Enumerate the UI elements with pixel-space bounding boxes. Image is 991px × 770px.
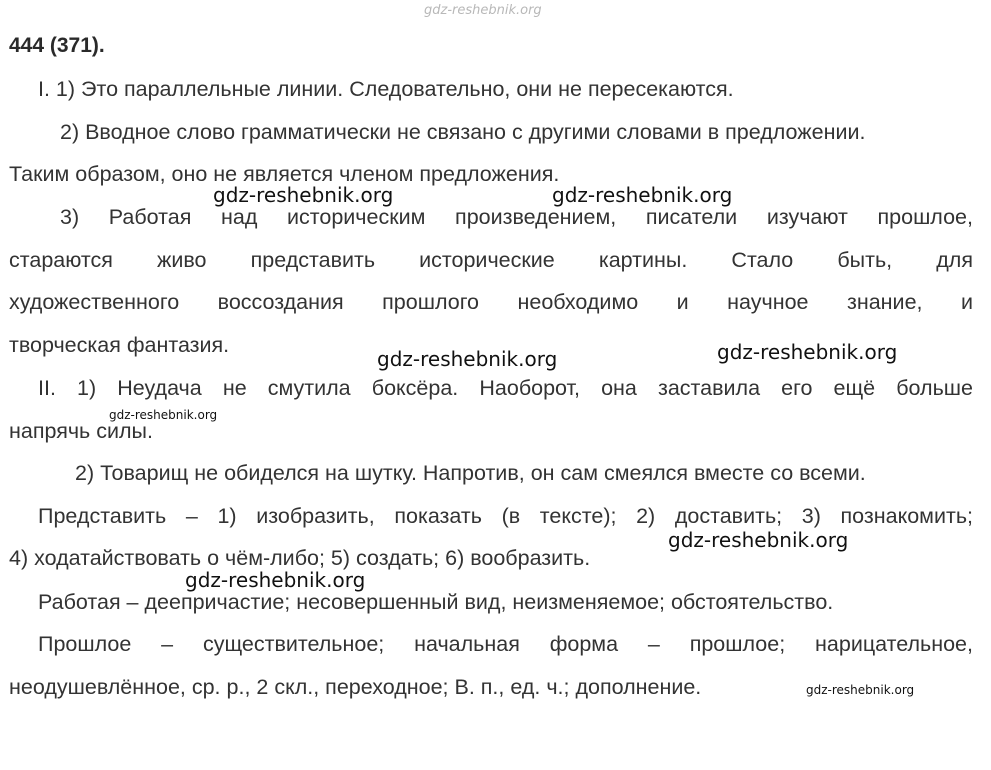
text-line-2: 2) Вводное слово грамматически не связано с другими словами в предложении.: [60, 120, 866, 144]
text-line-14: Прошлое – существительное; начальная форма – прошлое; нарицательное,: [38, 632, 973, 656]
text-line-1: I. 1) Это параллельные линии. Следовательно, они не пересекаются.: [38, 77, 734, 101]
watermark: gdz-reshebnik.org: [185, 568, 366, 592]
text-line-7: творческая фантазия.: [9, 333, 230, 357]
watermark: gdz-reshebnik.org: [213, 183, 394, 207]
watermark: gdz-reshebnik.org: [552, 183, 733, 207]
text-line-6: художественного воссоздания прошлого необходимо и научное знание, и: [9, 290, 973, 314]
watermark: gdz-reshebnik.org: [668, 528, 849, 552]
exercise-number: 444 (371).: [9, 34, 105, 57]
watermark: gdz-reshebnik.org: [109, 408, 218, 422]
text-line-11: Представить – 1) изобразить, показать (в тексте); 2) доставить; 3) познакомить;: [38, 504, 973, 528]
watermark: gdz-reshebnik.org: [717, 340, 898, 364]
text-line-8: II. 1) Неудача не смутила боксёра. Наоборот, она заставила его ещё больше: [38, 376, 973, 400]
text-line-15: неодушевлённое, ср. р., 2 скл., переходное; В. п., ед. ч.; дополнение.: [9, 675, 702, 699]
text-line-4: 3) Работая над историческим произведением, писатели изучают прошлое,: [60, 205, 973, 229]
text-line-3: Таким образом, оно не является членом предложения.: [9, 162, 560, 186]
text-line-10: 2) Товарищ не обиделся на шутку. Напротив, он сам смеялся вместе со всеми.: [75, 461, 866, 485]
watermark-top: gdz-reshebnik.org: [424, 3, 542, 18]
text-line-12: 4) ходатайствовать о чём-либо; 5) создать; 6) вообразить.: [9, 546, 591, 570]
text-line-5: стараются живо представить исторические картины. Стало быть, для: [9, 248, 973, 272]
text-line-13: Работая – деепричастие; несовершенный вид, неизменяемое; обстоятельство.: [38, 590, 834, 614]
watermark: gdz-reshebnik.org: [377, 347, 558, 371]
watermark: gdz-reshebnik.org: [806, 683, 915, 697]
text-line-9: напрячь силы.: [9, 419, 153, 443]
